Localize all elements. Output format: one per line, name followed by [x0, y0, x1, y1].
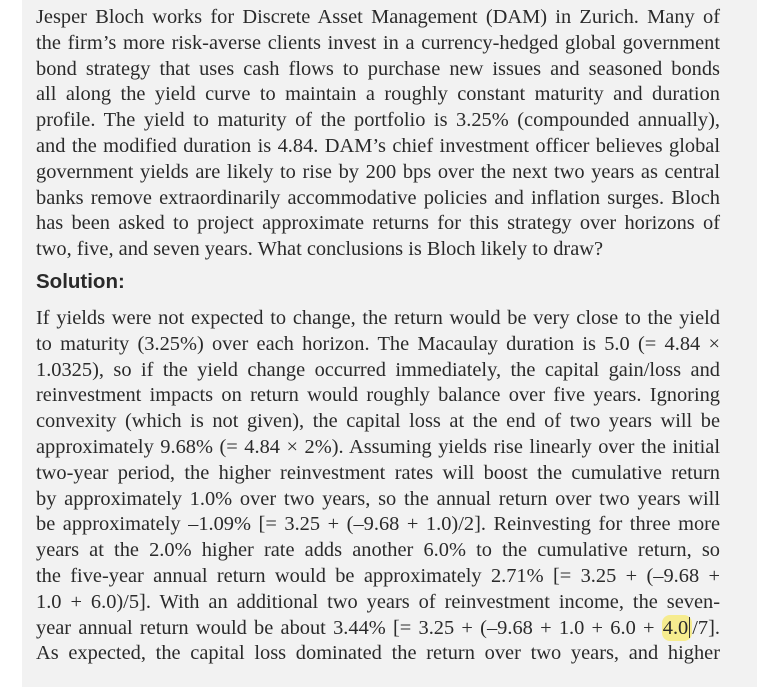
text-line: As expected, the capital loss dominated the return over two years, and higher [36, 642, 720, 665]
text-line: profile. The yield to maturity of the portfolio is 3.25% (compounded annually), [36, 109, 720, 132]
highlighted-text: 4.0 [662, 616, 689, 639]
text-line-highlighted [36, 616, 720, 642]
text-line: all along the yield curve to maintain a roughly constant maturity and duration [36, 83, 720, 106]
text-line: 1.0325), so if the yield change occurred immediately, the capital gain/loss and [36, 358, 720, 381]
line-text-before-highlight: year annual return would be about 3.44% [= 3.25 + (–9.68 + 1.0 + 6.0 + [36, 616, 662, 639]
text-line: bond strategy that uses cash flows to purchase new issues and seasoned bonds [36, 57, 720, 80]
text-line: convexity (which is not given), the capital loss at the end of two years will be [36, 410, 720, 433]
text-line: reinvestment impacts on return would roughly balance over five years. Ignoring [36, 384, 720, 407]
text-line: the firm’s more risk-averse clients invest in a currency-hedged global government [36, 31, 720, 54]
text-line: the five-year annual return would be approximately 2.71% [= 3.25 + (–9.68 + [36, 564, 720, 587]
text-line: to maturity (3.25%) over each horizon. The Macaulay duration is 5.0 (= 4.84 × [36, 332, 720, 355]
text-line: by approximately 1.0% over two years, so the annual return over two years will [36, 487, 720, 510]
text-line: approximately 9.68% (= 4.84 × 2%). Assuming yields rise linearly over the initial [36, 435, 720, 458]
text-line: banks remove extraordinarily accommodative policies and inflation surges. Bloch [36, 186, 720, 209]
text-line: Jesper Bloch works for Discrete Asset Management (DAM) in Zurich. Many of [36, 6, 720, 28]
text-line: two, five, and seven years. What conclusions is Bloch likely to draw? [36, 238, 604, 261]
text-line: and the modified duration is 4.84. DAM’s chief investment officer believes global [36, 134, 720, 157]
text-line: has been asked to project approximate returns for this strategy over horizons of [36, 212, 720, 235]
text-line: be approximately –1.09% [= 3.25 + (–9.68 + 1.0)/2]. Reinvesting for three more [36, 513, 720, 536]
text-line: two-year period, the higher reinvestment rates will boost the cumulative return [36, 461, 720, 484]
text-cursor [689, 617, 690, 638]
document-page [22, 0, 757, 687]
solution-heading: Solution: [36, 270, 125, 293]
text-line: years at the 2.0% higher rate adds another 6.0% to the cumulative return, so [36, 539, 720, 562]
line-text-after-highlight: /7]. [692, 616, 720, 639]
solution-paragraph [36, 306, 720, 667]
text-line: 1.0 + 6.0)/5]. With an additional two years of reinvestment income, the seven- [36, 590, 720, 613]
text-line: government yields are likely to rise by 200 bps over the next two years as central [36, 160, 720, 183]
text-line: If yields were not expected to change, the return would be very close to the yield [36, 307, 720, 329]
problem-paragraph [36, 5, 720, 263]
text-highlight[interactable] [662, 615, 693, 641]
